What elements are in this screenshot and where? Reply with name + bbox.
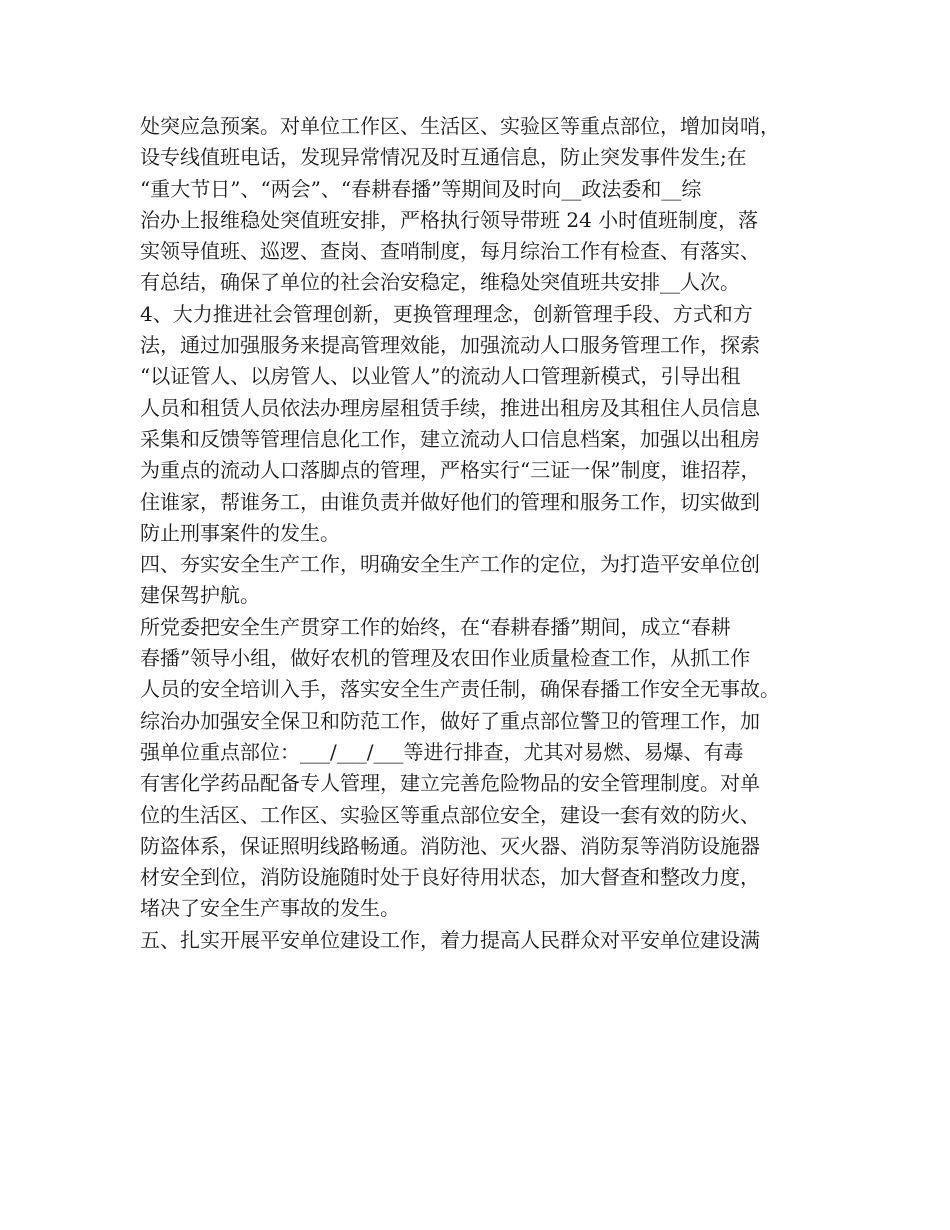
text-line: 采集和反馈等管理信息化工作，建立流动人口信息档案，加强以出租房 xyxy=(140,426,760,451)
text-line: 位的生活区、工作区、实验区等重点部位安全，建设一套有效的防火、 xyxy=(140,802,760,827)
text-line: 强单位重点部位：___/___/___等进行排查，尤其对易燃、易爆、有毒 xyxy=(140,739,744,764)
text-line: 材安全到位，消防设施随时处于良好待用状态，加大督查和整改力度， xyxy=(140,865,760,890)
text-line: “重大节日”、“两会”、“春耕春播”等期间及时向__政法委和__综 xyxy=(140,176,702,201)
text-line: “以证管人、以房管人、以业管人”的流动人口管理新模式，引导出租 xyxy=(140,364,741,389)
text-line: 防盗体系，保证照明线路畅通。消防池、灭火器、消防泵等消防设施器 xyxy=(140,833,760,858)
text-line: 处突应急预案。对单位工作区、生活区、实验区等重点部位，增加岗哨， xyxy=(140,114,780,138)
section-heading-line: 五、扎实开展平安单位建设工作，着力提高人民群众对平安单位建设满 xyxy=(140,927,760,952)
document-body xyxy=(140,111,830,956)
text-line: 治办上报维稳处突值班安排，严格执行领导带班 24 小时值班制度，落 xyxy=(140,207,759,232)
text-line: 实领导值班、巡逻、查岗、查哨制度，每月综治工作有检查、有落实、 xyxy=(140,239,760,264)
text-line: 为重点的流动人口落脚点的管理，严格实行“三证一保”制度，谁招荐， xyxy=(140,458,761,483)
text-line: 人员的安全培训入手，落实安全生产责任制，确保春播工作安全无事故。 xyxy=(140,677,780,702)
text-line: 春播”领导小组，做好农机的管理及农田作业质量检查工作，从抓工作 xyxy=(140,646,751,671)
text-line: 人员和租赁人员依法办理房屋租赁手续，推进出租房及其租住人员信息 xyxy=(140,395,760,420)
text-line: 住谁家，帮谁务工，由谁负责并做好他们的管理和服务工作，切实做到 xyxy=(140,489,760,514)
text-line: 设专线值班电话，发现异常情况及时互通信息，防止突发事件发生;在 xyxy=(140,145,747,170)
text-line: 综治办加强安全保卫和防范工作，做好了重点部位警卫的管理工作，加 xyxy=(140,708,760,733)
text-line: 所党委把安全生产贯穿工作的始终，在“春耕春播”期间，成立“春耕 xyxy=(140,614,731,639)
text-line: 有总结，确保了单位的社会治安稳定，维稳处突值班共安排__人次。 xyxy=(140,270,740,295)
section-heading-line: 建保驾护航。 xyxy=(140,583,260,608)
text-line: 堵决了安全生产事故的发生。 xyxy=(140,896,400,921)
text-line: 防止刑事案件的发生。 xyxy=(140,520,340,545)
text-line: 有害化学药品配备专人管理，建立完善危险物品的安全管理制度。对单 xyxy=(140,771,760,796)
text-line: 4、大力推进社会管理创新，更换管理理念，创新管理手段、方式和方 xyxy=(140,301,753,326)
section-heading-line: 四、夯实安全生产工作，明确安全生产工作的定位，为打造平安单位创 xyxy=(140,552,760,577)
text-line: 法，通过加强服务来提高管理效能，加强流动人口服务管理工作，探索 xyxy=(140,333,760,358)
